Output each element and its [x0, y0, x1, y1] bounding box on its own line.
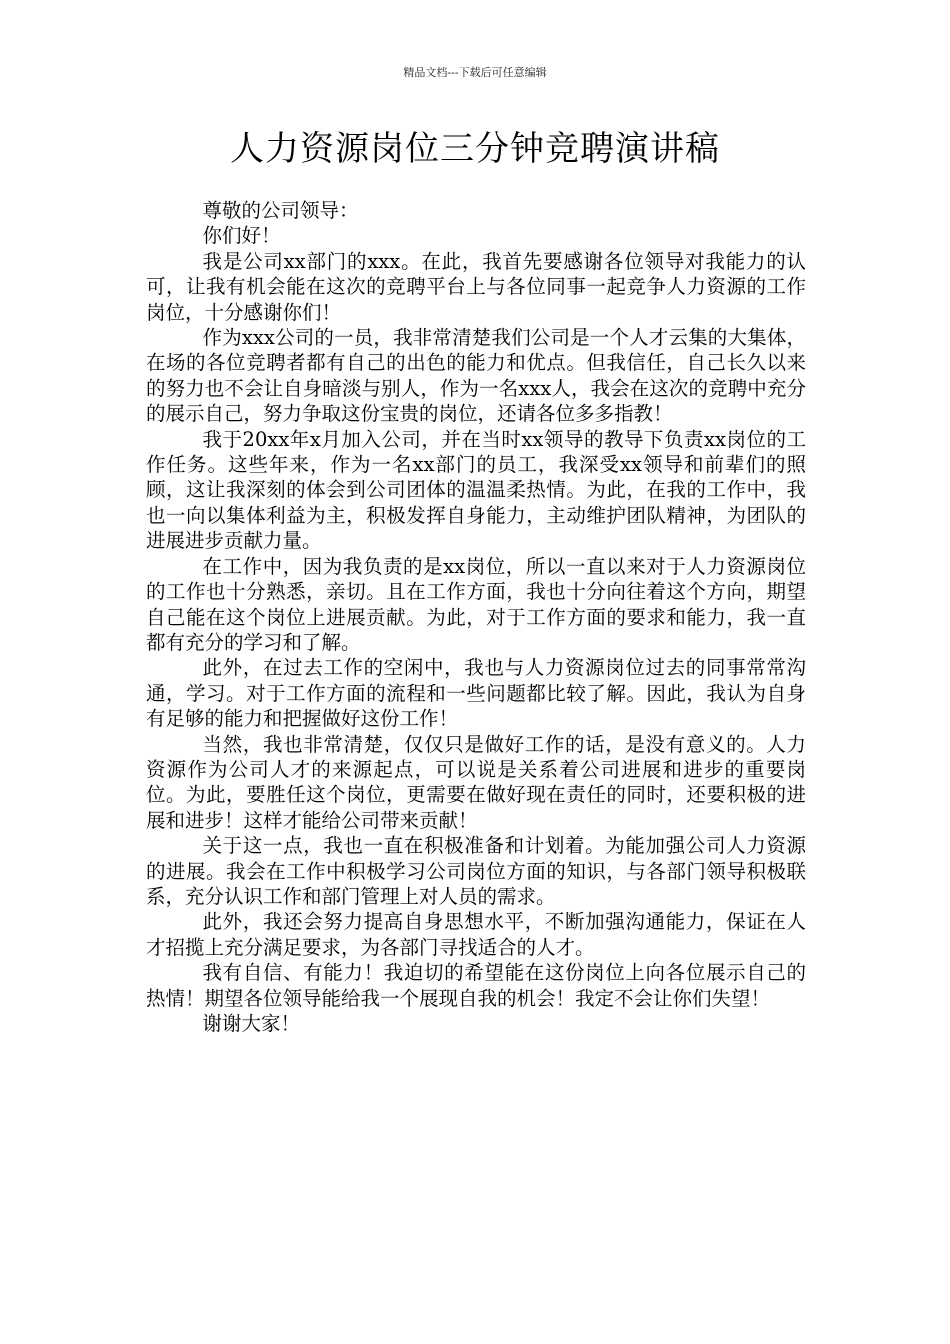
body-paragraph: 在工作中，因为我负责的是xx岗位，所以一直以来对于人力资源岗位的工作也十分熟悉，亲切。且在工作方面，我也十分向往着这个方向，期望自己能在这个岗位上进展贡献。为此，对于工作方面的要求和能力，我一直都有充分的学习和了解。 — [146, 554, 806, 654]
body-paragraph: 作为xxx公司的一员，我非常清楚我们公司是一个人才云集的大集体，在场的各位竞聘者都有自己的出色的能力和优点。但我信任，自己长久以来的努力也不会让自身暗淡与别人，作为一名xxx人，我会在这次的竞聘中充分的展示自己，努力争取这份宝贵的岗位，还请各位多多指教！ — [146, 326, 806, 426]
body-paragraph: 此外，在过去工作的空闲中，我也与人力资源岗位过去的同事常常沟通，学习。对于工作方面的流程和一些问题都比较了解。因此，我认为自身有足够的能力和把握做好这份工作！ — [146, 656, 806, 731]
greeting: 你们好！ — [202, 224, 281, 248]
body-paragraph: 此外，我还会努力提高自身思想水平，不断加强沟通能力，保证在人才招揽上充分满足要求，为各部门寻找适合的人才。 — [146, 910, 806, 959]
body-paragraph: 关于这一点，我也一直在积极准备和计划着。为能加强公司人力资源的进展。我会在工作中积极学习公司岗位方面的知识，与各部门领导积极联系，充分认识工作和部门管理上对人员的需求。 — [146, 834, 806, 908]
body-paragraph: 当然，我也非常清楚，仅仅只是做好工作的话，是没有意义的。人力资源作为公司人才的来源起点，可以说是关系着公司进展和进步的重要岗位。为此，要胜任这个岗位，更需要在做好现在责任的同时，还要积极的进展和进步！这样才能给公司带来贡献！ — [146, 732, 806, 832]
document-body — [146, 198, 806, 1036]
body-paragraph: 我是公司xx部门的xxx。在此，我首先要感谢各位领导对我能力的认可，让我有机会能在这次的竞聘平台上与各位同事一起竞争人力资源的工作岗位，十分感谢你们！ — [146, 249, 806, 324]
header-note: 精品文档---下载后可任意编辑 — [403, 66, 547, 79]
document-title: 人力资源岗位三分钟竞聘演讲稿 — [230, 129, 720, 169]
body-paragraph: 我有自信、有能力！我迫切的希望能在这份岗位上向各位展示自己的热情！期望各位领导能给我一个展现自我的机会！我定不会让你们失望！ — [146, 961, 806, 1010]
body-paragraph: 我于20xx年x月加入公司，并在当时xx领导的教导下负责xx岗位的工作任务。这些年来，作为一名xx部门的员工，我深受xx领导和前辈们的照顾，这让我深刻的体会到公司团体的温温柔热情。为此，在我的工作中，我也一向以集体利益为主，积极发挥自身能力，主动维护团队精神，为团队的进展进步贡献力量。 — [146, 427, 806, 553]
salutation: 尊敬的公司领导： — [202, 199, 359, 222]
closing-thanks: 谢谢大家！ — [202, 1012, 301, 1035]
